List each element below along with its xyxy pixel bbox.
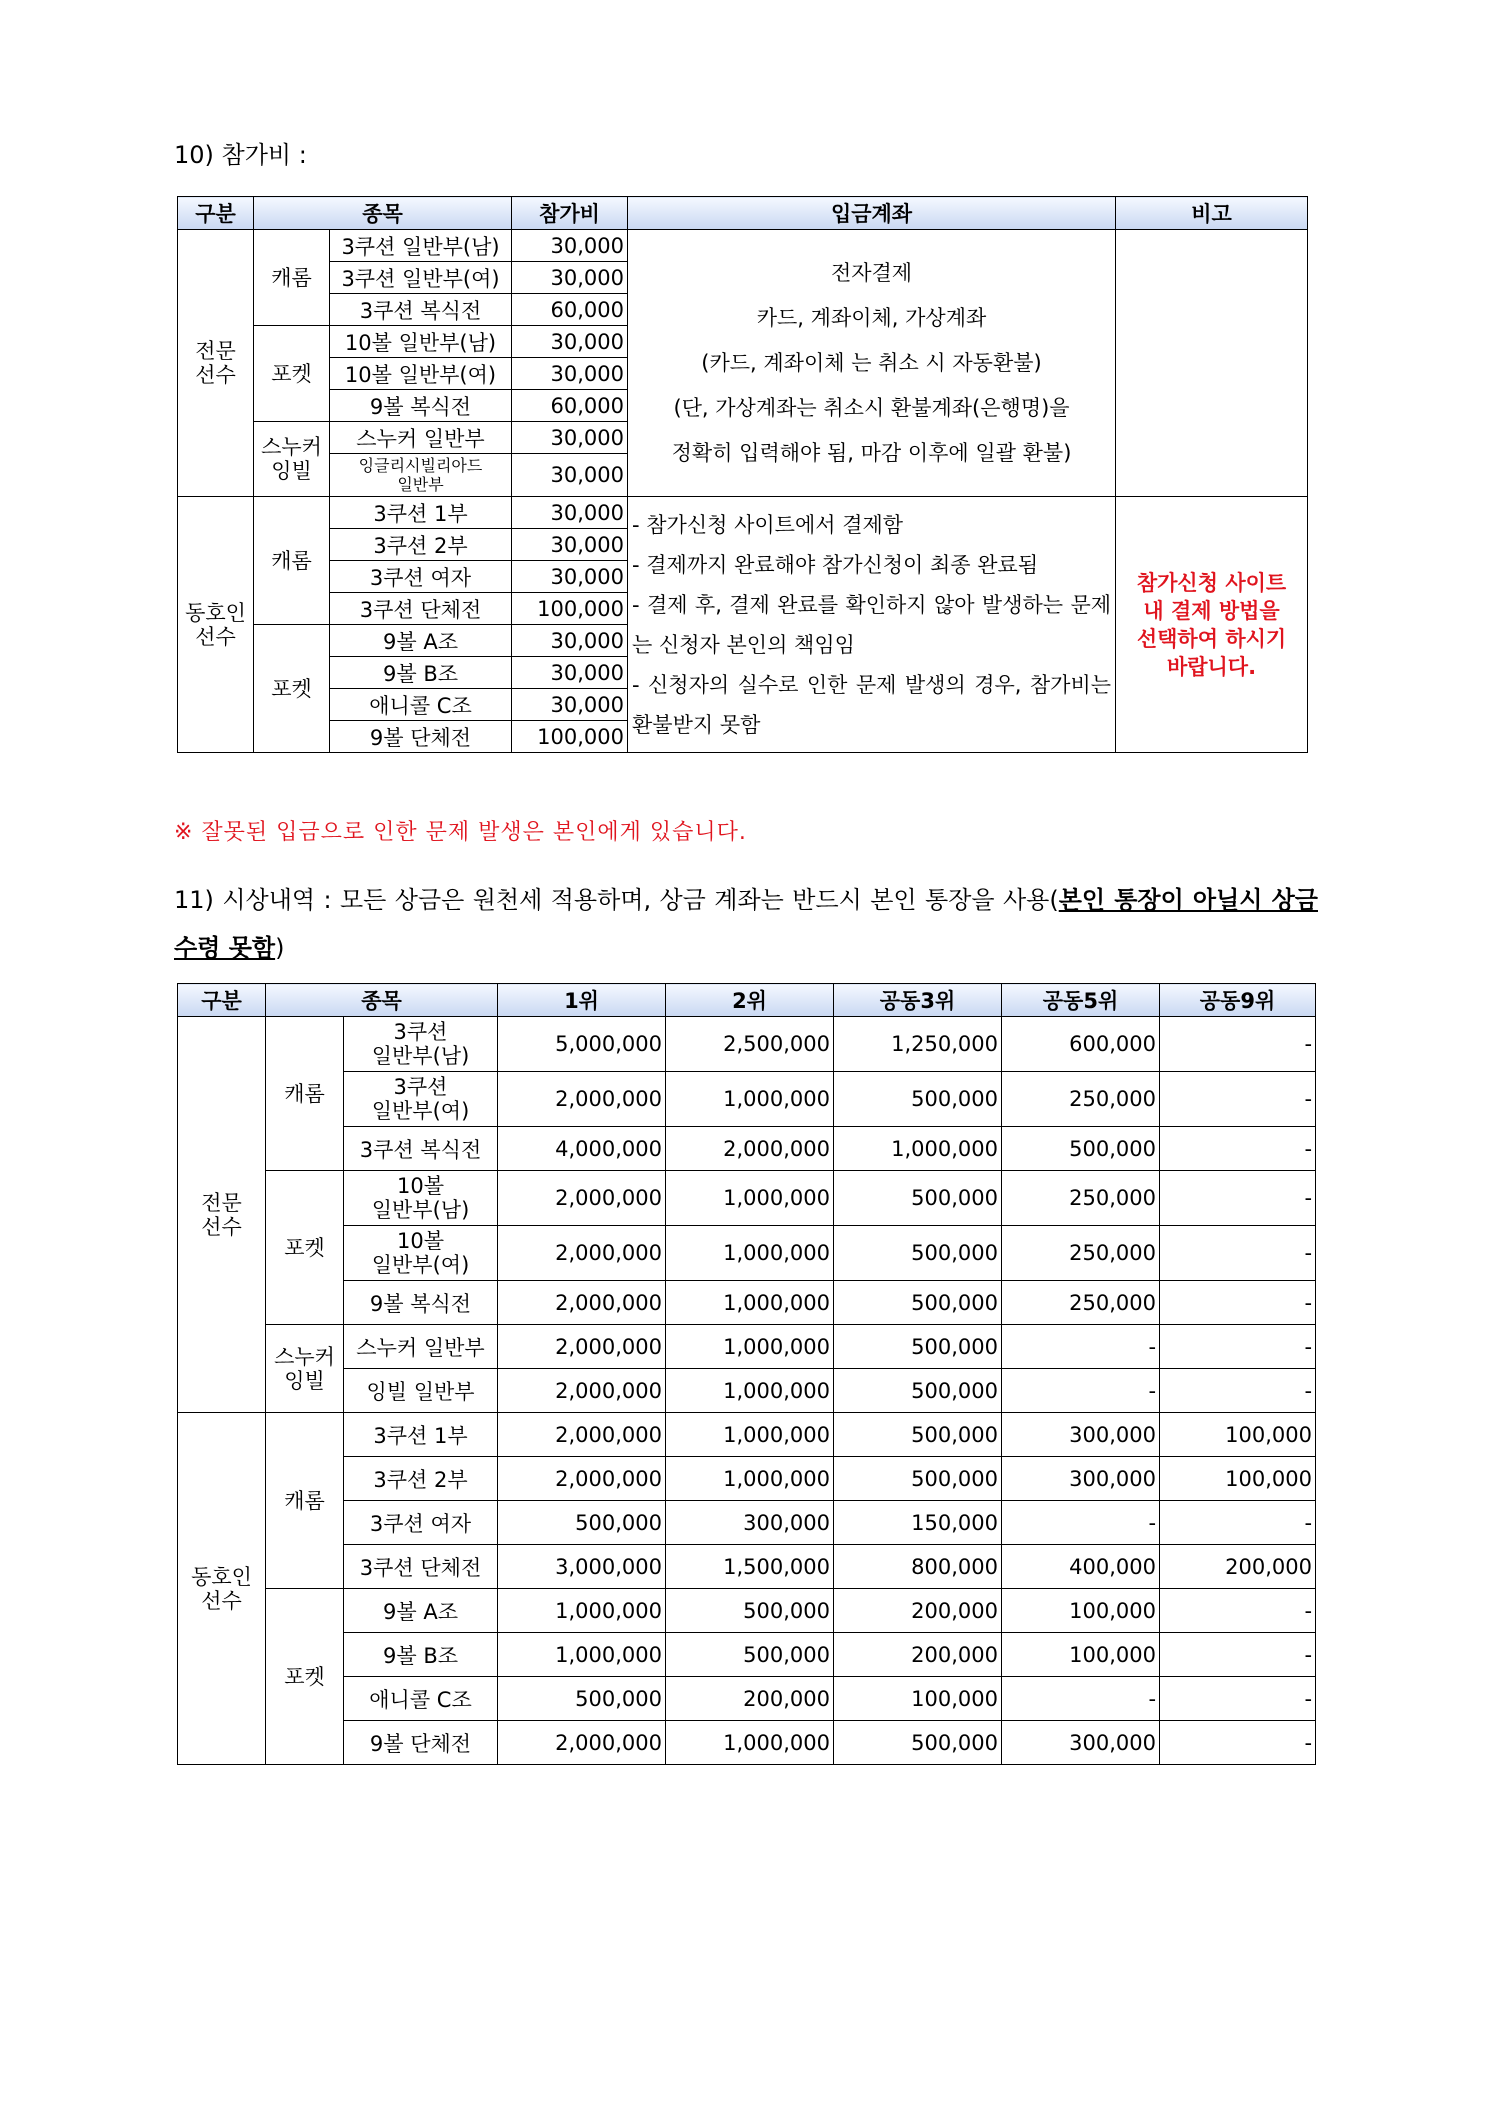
prize-5th: 600,000 xyxy=(1002,1017,1160,1072)
prize-3rd: 800,000 xyxy=(834,1545,1002,1589)
fee-value: 30,000 xyxy=(512,454,628,497)
prize-2nd: 2,500,000 xyxy=(666,1017,834,1072)
amateur-payment-info: - 참가신청 사이트에서 결제함 - 결제까지 완료해야 참가신청이 최종 완료됨 - 결제 후, 결제 완료를 확인하지 않아 발생하는 문제는 신청자 본인의 책임임 - 신청자의 실수로 인한 문제 발생의 경우, 참가비는 환불받지 못함 xyxy=(628,497,1116,753)
prize-5th: 100,000 xyxy=(1002,1633,1160,1677)
fee-value: 30,000 xyxy=(512,657,628,689)
prize-1st: 2,000,000 xyxy=(498,1413,666,1457)
prize-3rd: 500,000 xyxy=(834,1171,1002,1226)
fee-value: 30,000 xyxy=(512,422,628,454)
pro-note-cell xyxy=(1116,230,1308,497)
event-name: 3쿠션 단체전 xyxy=(330,593,512,625)
prize-1st: 500,000 xyxy=(498,1677,666,1721)
event-name: 3쿠션 여자 xyxy=(344,1501,498,1545)
fee-value: 30,000 xyxy=(512,326,628,358)
event-name: 9볼 B조 xyxy=(330,657,512,689)
fee-header-event: 종목 xyxy=(254,197,512,230)
prize-5th: 250,000 xyxy=(1002,1072,1160,1127)
prize-header-9th: 공동9위 xyxy=(1160,984,1316,1017)
event-name: 3쿠션 여자 xyxy=(330,561,512,593)
prize-3rd: 500,000 xyxy=(834,1457,1002,1501)
prize-2nd: 200,000 xyxy=(666,1677,834,1721)
prize-5th: 100,000 xyxy=(1002,1589,1160,1633)
prize-2nd: 1,000,000 xyxy=(666,1369,834,1413)
prize-1st: 2,000,000 xyxy=(498,1721,666,1765)
event-name: 3쿠션 일반부(남) xyxy=(330,230,512,262)
fee-header-row xyxy=(178,197,1308,230)
prize-3rd: 500,000 xyxy=(834,1413,1002,1457)
prize-3rd: 500,000 xyxy=(834,1072,1002,1127)
prize-3rd: 500,000 xyxy=(834,1369,1002,1413)
pro-payment-info: 전자결제 카드, 계좌이체, 가상계좌 (카드, 계좌이체 는 취소 시 자동환불) (단, 가상계좌는 취소시 환불계좌(은행명)을 정확히 입력해야 됨, 마감 이후에 일괄 환불) xyxy=(628,230,1116,497)
prize-9th: - xyxy=(1160,1589,1316,1633)
prize-9th: 200,000 xyxy=(1160,1545,1316,1589)
event-name: 10볼 일반부(여) xyxy=(344,1226,498,1281)
fee-value: 100,000 xyxy=(512,721,628,753)
fee-header-note: 비고 xyxy=(1116,197,1308,230)
section-10-title: 10) 참가비 : xyxy=(174,141,307,169)
table-row xyxy=(178,1589,1316,1633)
prize-9th: 100,000 xyxy=(1160,1457,1316,1501)
pocket-group-label: 포켓 xyxy=(254,326,330,422)
event-name: 3쿠션 일반부(여) xyxy=(330,262,512,294)
prize-2nd: 1,000,000 xyxy=(666,1171,834,1226)
pocket-group-label: 포켓 xyxy=(266,1171,344,1325)
pocket-group-label: 포켓 xyxy=(266,1589,344,1765)
fee-header-payment: 입금계좌 xyxy=(628,197,1116,230)
prize-9th: - xyxy=(1160,1072,1316,1127)
event-name: 3쿠션 2부 xyxy=(330,529,512,561)
pocket-group-label: 포켓 xyxy=(254,625,330,753)
fee-value: 30,000 xyxy=(512,358,628,390)
section-11-underlined-warning: 본인 통장이 아닐시 상금수령 못함 xyxy=(174,886,1318,962)
prize-9th: - xyxy=(1160,1281,1316,1325)
prize-5th: 500,000 xyxy=(1002,1127,1160,1171)
prize-9th: 100,000 xyxy=(1160,1413,1316,1457)
prize-1st: 2,000,000 xyxy=(498,1281,666,1325)
table-row xyxy=(178,1325,1316,1369)
event-name: 9볼 복식전 xyxy=(344,1281,498,1325)
event-name: 잉빌 일반부 xyxy=(344,1369,498,1413)
event-name: 3쿠션 일반부(여) xyxy=(344,1072,498,1127)
event-name: 애니콜 C조 xyxy=(344,1677,498,1721)
fee-value: 100,000 xyxy=(512,593,628,625)
pro-category-label: 전문 선수 xyxy=(178,1017,266,1413)
table-row xyxy=(178,1457,1316,1501)
prize-5th: - xyxy=(1002,1325,1160,1369)
event-name: 스누커 일반부 xyxy=(344,1325,498,1369)
prize-2nd: 500,000 xyxy=(666,1633,834,1677)
prize-header-row xyxy=(178,984,1316,1017)
prize-3rd: 200,000 xyxy=(834,1633,1002,1677)
table-row xyxy=(178,230,1308,262)
prize-1st: 500,000 xyxy=(498,1501,666,1545)
fee-value: 30,000 xyxy=(512,625,628,657)
prize-1st: 2,000,000 xyxy=(498,1369,666,1413)
event-name: 3쿠션 1부 xyxy=(330,497,512,529)
fee-value: 30,000 xyxy=(512,689,628,721)
prize-2nd: 1,000,000 xyxy=(666,1457,834,1501)
event-name: 3쿠션 일반부(남) xyxy=(344,1017,498,1072)
fee-value: 30,000 xyxy=(512,529,628,561)
table-row xyxy=(178,497,1308,529)
fee-header-category: 구분 xyxy=(178,197,254,230)
prize-1st: 3,000,000 xyxy=(498,1545,666,1589)
prize-5th: - xyxy=(1002,1369,1160,1413)
prize-5th: 300,000 xyxy=(1002,1457,1160,1501)
prize-1st: 2,000,000 xyxy=(498,1226,666,1281)
table-row xyxy=(178,1633,1316,1677)
prize-1st: 5,000,000 xyxy=(498,1017,666,1072)
fee-header-fee: 참가비 xyxy=(512,197,628,230)
event-name: 9볼 단체전 xyxy=(344,1721,498,1765)
prize-3rd: 100,000 xyxy=(834,1677,1002,1721)
prize-3rd: 500,000 xyxy=(834,1226,1002,1281)
event-name: 9볼 A조 xyxy=(330,625,512,657)
prize-5th: - xyxy=(1002,1501,1160,1545)
prize-3rd: 500,000 xyxy=(834,1281,1002,1325)
prize-3rd: 1,000,000 xyxy=(834,1127,1002,1171)
prize-1st: 2,000,000 xyxy=(498,1457,666,1501)
carom-group-label: 캐롬 xyxy=(266,1017,344,1171)
fee-value: 30,000 xyxy=(512,497,628,529)
prize-header-category: 구분 xyxy=(178,984,266,1017)
prize-5th: 300,000 xyxy=(1002,1721,1160,1765)
prize-9th: - xyxy=(1160,1127,1316,1171)
table-row xyxy=(178,1127,1316,1171)
prize-3rd: 200,000 xyxy=(834,1589,1002,1633)
prize-2nd: 1,000,000 xyxy=(666,1325,834,1369)
prize-1st: 4,000,000 xyxy=(498,1127,666,1171)
prize-3rd: 500,000 xyxy=(834,1721,1002,1765)
fee-value: 60,000 xyxy=(512,294,628,326)
prize-3rd: 1,250,000 xyxy=(834,1017,1002,1072)
carom-group-label: 캐롬 xyxy=(254,497,330,625)
prize-9th: - xyxy=(1160,1325,1316,1369)
event-name: 10볼 일반부(여) xyxy=(330,358,512,390)
fee-value: 30,000 xyxy=(512,262,628,294)
table-row xyxy=(178,1721,1316,1765)
event-name: 3쿠션 2부 xyxy=(344,1457,498,1501)
prize-table xyxy=(177,983,1316,1765)
prize-5th: 300,000 xyxy=(1002,1413,1160,1457)
prize-3rd: 500,000 xyxy=(834,1325,1002,1369)
prize-header-2nd: 2위 xyxy=(666,984,834,1017)
prize-3rd: 150,000 xyxy=(834,1501,1002,1545)
event-name: 9볼 B조 xyxy=(344,1633,498,1677)
table-row xyxy=(178,1545,1316,1589)
prize-1st: 2,000,000 xyxy=(498,1171,666,1226)
event-name: 10볼 일반부(남) xyxy=(344,1171,498,1226)
pro-category-label: 전문 선수 xyxy=(178,230,254,497)
prize-2nd: 1,000,000 xyxy=(666,1072,834,1127)
entry-fee-table xyxy=(177,196,1308,753)
prize-1st: 1,000,000 xyxy=(498,1589,666,1633)
table-row xyxy=(178,1072,1316,1127)
table-row xyxy=(178,1226,1316,1281)
prize-2nd: 1,000,000 xyxy=(666,1413,834,1457)
prize-9th: - xyxy=(1160,1633,1316,1677)
event-name: 스누커 일반부 xyxy=(330,422,512,454)
section-11-title-text: 11) 시상내역 : 모든 상금은 원천세 적용하며, 상금 계좌는 반드시 본인 통장을 사용( xyxy=(174,886,1059,914)
table-row xyxy=(178,1017,1316,1072)
table-row xyxy=(178,1501,1316,1545)
table-row xyxy=(178,1677,1316,1721)
table-row xyxy=(178,1281,1316,1325)
snooker-group-label: 스누커 잉빌 xyxy=(266,1325,344,1413)
prize-9th: - xyxy=(1160,1226,1316,1281)
event-name: 10볼 일반부(남) xyxy=(330,326,512,358)
event-name: 잉글리시빌리아드 일반부 xyxy=(330,454,512,497)
table-row xyxy=(178,1369,1316,1413)
fee-value: 30,000 xyxy=(512,230,628,262)
prize-2nd: 1,000,000 xyxy=(666,1281,834,1325)
prize-9th: - xyxy=(1160,1171,1316,1226)
prize-2nd: 2,000,000 xyxy=(666,1127,834,1171)
amateur-payment-note: 참가신청 사이트 내 결제 방법을 선택하여 하시기 바랍니다. xyxy=(1116,497,1308,753)
carom-group-label: 캐롬 xyxy=(254,230,330,326)
prize-2nd: 1,000,000 xyxy=(666,1721,834,1765)
prize-1st: 2,000,000 xyxy=(498,1072,666,1127)
table-row xyxy=(178,1171,1316,1226)
prize-9th: - xyxy=(1160,1677,1316,1721)
event-name: 9볼 A조 xyxy=(344,1589,498,1633)
prize-header-1st: 1위 xyxy=(498,984,666,1017)
prize-5th: 400,000 xyxy=(1002,1545,1160,1589)
prize-5th: 250,000 xyxy=(1002,1226,1160,1281)
section-11-title xyxy=(174,876,1318,972)
fee-value: 30,000 xyxy=(512,561,628,593)
event-name: 3쿠션 1부 xyxy=(344,1413,498,1457)
event-name: 9볼 단체전 xyxy=(330,721,512,753)
prize-2nd: 300,000 xyxy=(666,1501,834,1545)
prize-header-event: 종목 xyxy=(266,984,498,1017)
fee-value: 60,000 xyxy=(512,390,628,422)
event-name: 9볼 복식전 xyxy=(330,390,512,422)
prize-5th: 250,000 xyxy=(1002,1171,1160,1226)
prize-5th: 250,000 xyxy=(1002,1281,1160,1325)
prize-header-3rd: 공동3위 xyxy=(834,984,1002,1017)
carom-group-label: 캐롬 xyxy=(266,1413,344,1589)
prize-9th: - xyxy=(1160,1721,1316,1765)
prize-9th: - xyxy=(1160,1017,1316,1072)
prize-2nd: 1,500,000 xyxy=(666,1545,834,1589)
prize-header-5th: 공동5위 xyxy=(1002,984,1160,1017)
prize-9th: - xyxy=(1160,1501,1316,1545)
payment-warning-notice: ※ 잘못된 입금으로 인한 문제 발생은 본인에게 있습니다. xyxy=(174,820,747,845)
table-row xyxy=(178,1413,1316,1457)
event-name: 3쿠션 단체전 xyxy=(344,1545,498,1589)
event-name: 3쿠션 복식전 xyxy=(344,1127,498,1171)
section-11-title-close: ) xyxy=(275,934,285,962)
prize-2nd: 1,000,000 xyxy=(666,1226,834,1281)
amateur-category-label: 동호인 선수 xyxy=(178,497,254,753)
snooker-group-label: 스누커 잉빌 xyxy=(254,422,330,497)
event-name: 애니콜 C조 xyxy=(330,689,512,721)
amateur-category-label: 동호인 선수 xyxy=(178,1413,266,1765)
prize-1st: 1,000,000 xyxy=(498,1633,666,1677)
prize-2nd: 500,000 xyxy=(666,1589,834,1633)
prize-1st: 2,000,000 xyxy=(498,1325,666,1369)
prize-9th: - xyxy=(1160,1369,1316,1413)
prize-5th: - xyxy=(1002,1677,1160,1721)
event-name: 3쿠션 복식전 xyxy=(330,294,512,326)
